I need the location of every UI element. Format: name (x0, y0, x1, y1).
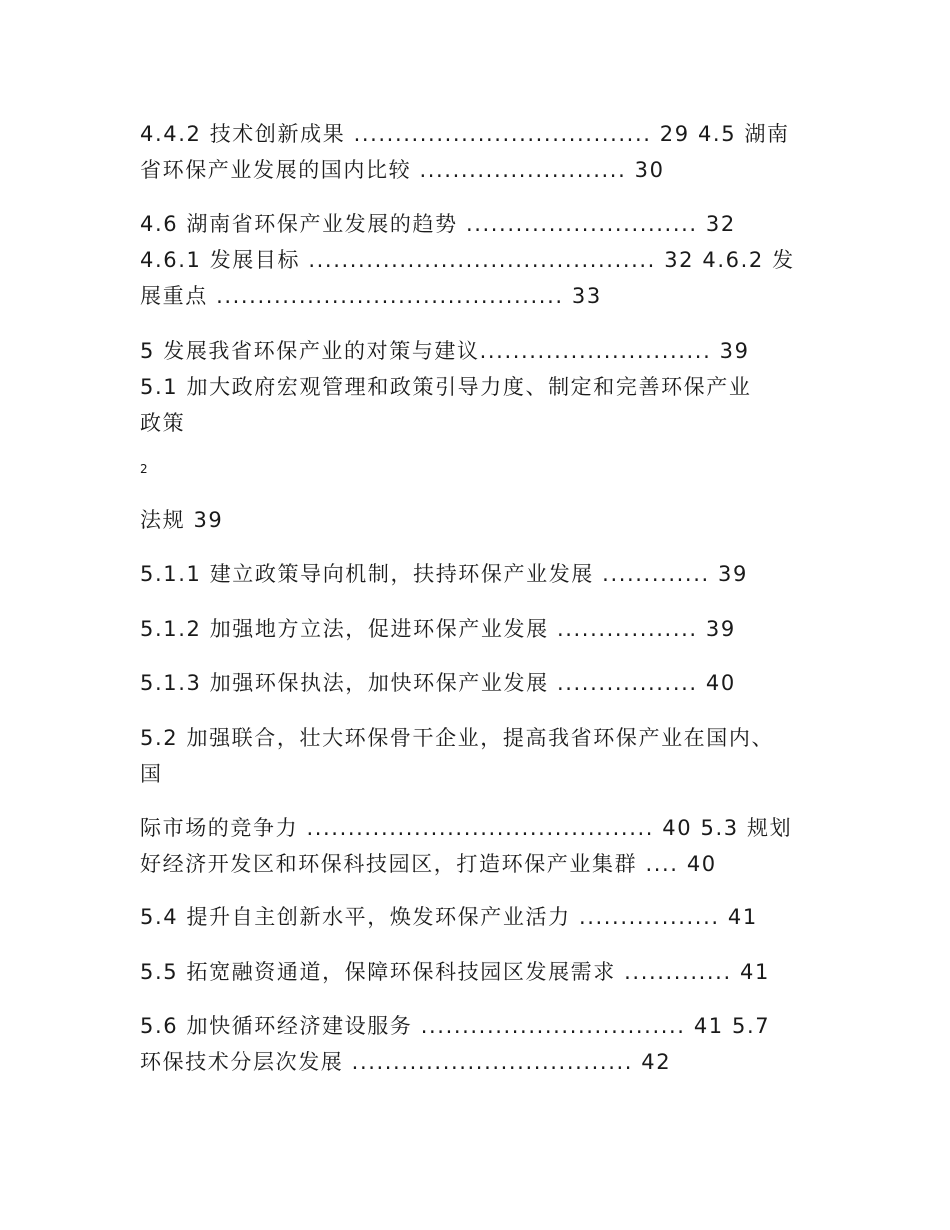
toc-entry-5-4 (140, 899, 820, 935)
toc-line: 环保技术分层次发展 .................................. 42 (140, 1050, 672, 1074)
toc-line: 5.6 加快循环经济建设服务 ................................ 41 5.7 (140, 1014, 771, 1038)
toc-line: 4.6 湖南省环保产业发展的趋势 ............................ 32 (140, 212, 736, 236)
toc-page (140, 0, 820, 1230)
toc-entry-5-5 (140, 954, 820, 990)
toc-entry-5-6 (140, 1008, 820, 1080)
toc-line: 5.2 加强联合，壮大环保骨干企业，提高我省环保产业在国内、 (140, 726, 775, 750)
toc-line: 展重点 .......................................... 33 (140, 284, 602, 308)
toc-line: 5.4 提升自主创新水平，焕发环保产业活力 ................. 41 (140, 905, 758, 929)
toc-line: 5.1.3 加强环保执法，加快环保产业发展 ................. 40 (140, 671, 736, 695)
toc-entry-5-1-3 (140, 665, 820, 701)
toc-line: 政策 (140, 411, 186, 435)
toc-line: 5.1.1 建立政策导向机制，扶持环保产业发展 ............. 39 (140, 562, 748, 586)
toc-entry-5-1-cont (140, 502, 820, 538)
toc-line: 际市场的竞争力 .......................................... 40 5.3 规划 (140, 816, 793, 840)
toc-line: 5.1.2 加强地方立法，促进环保产业发展 ................. 39 (140, 617, 736, 641)
toc-entry-5-2-cont (140, 810, 820, 882)
toc-entry-4-4-2 (140, 116, 820, 188)
toc-entry-5 (140, 333, 820, 441)
toc-line: 国 (140, 762, 163, 786)
toc-line: 省环保产业发展的国内比较 ......................... 30 (140, 158, 665, 182)
toc-entry-5-1-2 (140, 611, 820, 647)
toc-line: 5 发展我省环保产业的对策与建议............................ 39 (140, 339, 750, 363)
toc-entry-4-6 (140, 206, 820, 314)
toc-line: 5.1 加大政府宏观管理和政策引导力度、制定和完善环保产业 (140, 375, 752, 399)
page-number: 2 (140, 462, 148, 476)
toc-entry-5-1-1 (140, 556, 820, 592)
toc-line: 法规 39 (140, 508, 224, 532)
toc-line: 4.4.2 技术创新成果 .................................... 29 4.5 湖南 (140, 122, 790, 146)
toc-line: 5.5 拓宽融资通道，保障环保科技园区发展需求 ............. 41 (140, 960, 770, 984)
toc-line: 4.6.1 发展目标 .......................................... 32 4.6.2 发 (140, 248, 795, 272)
toc-entry-5-2 (140, 720, 820, 792)
toc-line: 好经济开发区和环保科技园区，打造环保产业集群 .... 40 (140, 852, 717, 876)
